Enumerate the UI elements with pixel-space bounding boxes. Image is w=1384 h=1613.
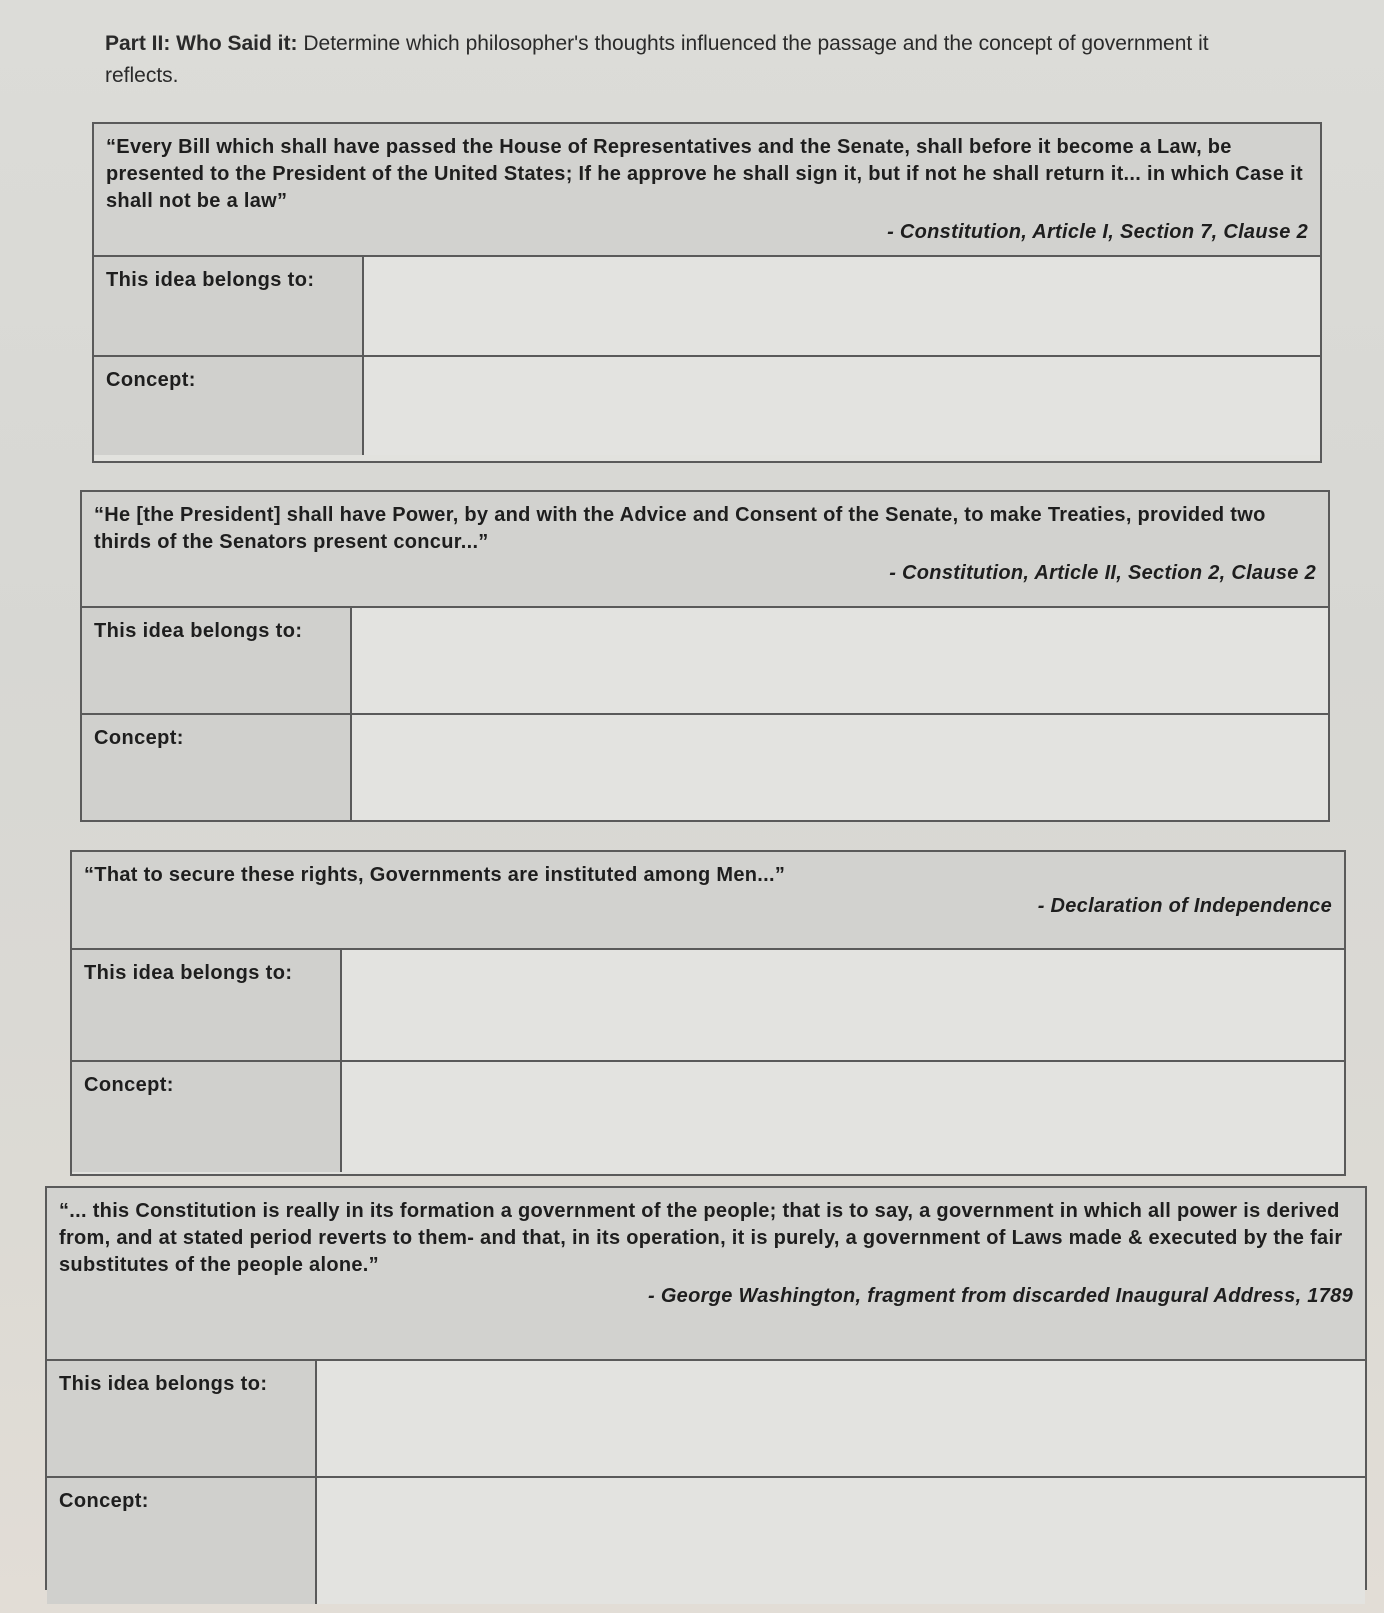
concept-answer-4[interactable] — [317, 1478, 1365, 1604]
belongs-label-1: This idea belongs to: — [94, 257, 364, 355]
concept-label-2: Concept: — [82, 715, 352, 820]
concept-label-4: Concept: — [47, 1478, 317, 1604]
belongs-row-4 — [47, 1361, 1365, 1478]
quote-3-text: “That to secure these rights, Governments are instituted among Men...” — [84, 864, 786, 886]
quote-block-4 — [45, 1186, 1367, 1590]
belongs-answer-2[interactable] — [352, 608, 1328, 713]
concept-answer-1[interactable] — [364, 357, 1320, 455]
belongs-answer-3[interactable] — [342, 950, 1344, 1060]
quote-block-1 — [92, 122, 1322, 463]
quote-1 — [94, 124, 1320, 257]
concept-answer-3[interactable] — [342, 1062, 1344, 1172]
quote-4-source: - George Washington, fragment from discarded Inaugural Address, 1789 — [648, 1285, 1353, 1307]
belongs-answer-4[interactable] — [317, 1361, 1365, 1476]
quote-2 — [82, 492, 1328, 608]
quote-2-source: - Constitution, Article II, Section 2, Clause 2 — [889, 562, 1316, 584]
concept-row-3 — [72, 1062, 1344, 1172]
quote-4 — [47, 1188, 1365, 1361]
concept-label-3: Concept: — [72, 1062, 342, 1172]
belongs-label-3: This idea belongs to: — [72, 950, 342, 1060]
concept-answer-2[interactable] — [352, 715, 1328, 820]
concept-row-4 — [47, 1478, 1365, 1604]
quote-1-text: “Every Bill which shall have passed the House of Representatives and the Senate, shall before it become a Law, be presented to the President of the United States; If he approve he shall sign it, but if not he shall return it... in which Case it shall not be a law” — [106, 136, 1303, 212]
belongs-label-4: This idea belongs to: — [47, 1361, 317, 1476]
belongs-row-1 — [94, 257, 1320, 357]
quote-3-source: - Declaration of Independence — [1037, 895, 1332, 917]
quote-4-text: “... this Constitution is really in its formation a government of the people; that is to say, a government in which all power is derived from, and at stated period reverts to them- and that, in its operation, it is purely, a government of Laws made & executed by the fair substitutes of the people alone.” — [59, 1200, 1343, 1276]
quote-block-3 — [70, 850, 1346, 1176]
part-title: Part II: Who Said it: — [105, 32, 298, 55]
quote-1-source: - Constitution, Article I, Section 7, Clause 2 — [887, 221, 1308, 243]
instructions — [105, 28, 1265, 92]
belongs-row-2 — [82, 608, 1328, 715]
instructions-text: Determine which philosopher's thoughts influenced the passage and the concept of government it reflects. — [105, 32, 1209, 87]
belongs-answer-1[interactable] — [364, 257, 1320, 355]
quote-block-2 — [80, 490, 1330, 822]
quote-2-text: “He [the President] shall have Power, by and with the Advice and Consent of the Senate, to make Treaties, provided two thirds of the Senators present concur...” — [94, 504, 1266, 553]
concept-row-1 — [94, 357, 1320, 455]
belongs-row-3 — [72, 950, 1344, 1062]
concept-row-2 — [82, 715, 1328, 820]
concept-label-1: Concept: — [94, 357, 364, 455]
belongs-label-2: This idea belongs to: — [82, 608, 352, 713]
quote-3 — [72, 852, 1344, 950]
